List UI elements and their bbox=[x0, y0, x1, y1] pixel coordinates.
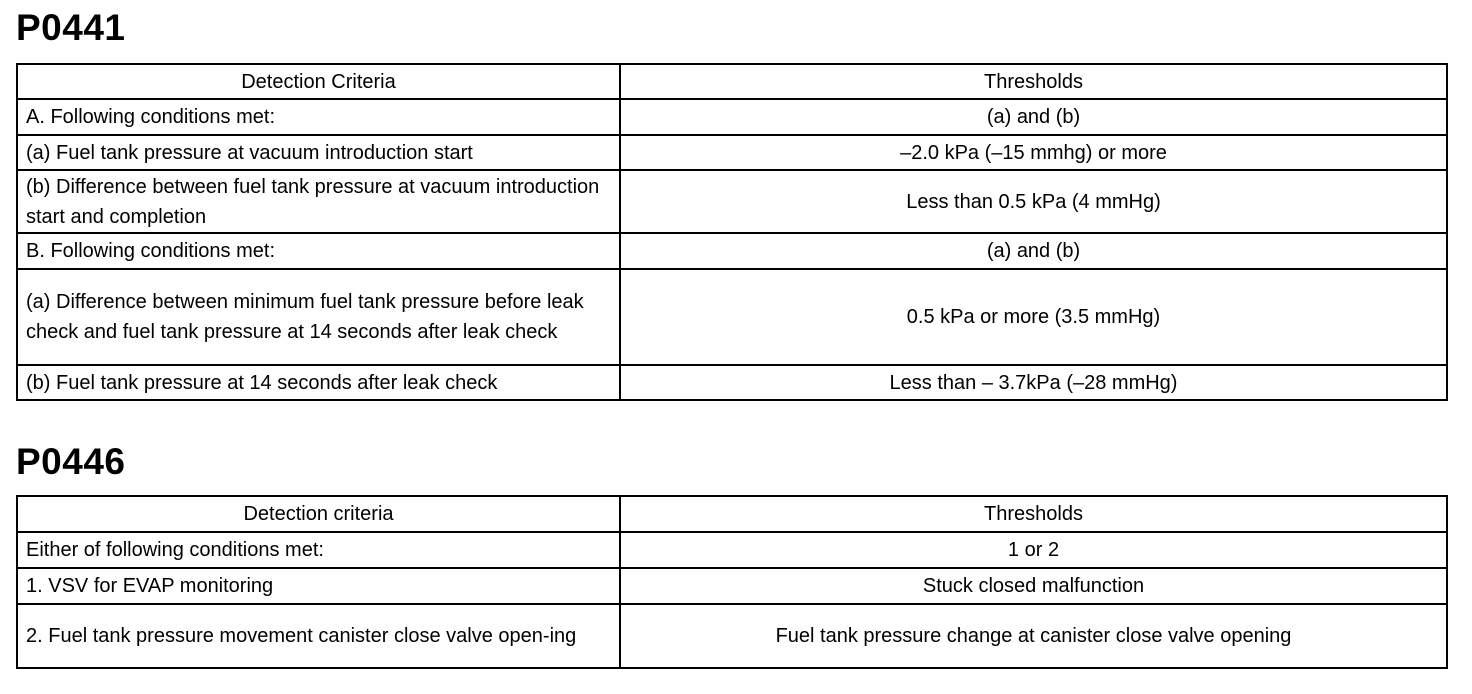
detection-criteria-table bbox=[16, 495, 1448, 669]
threshold-cell: Less than 0.5 kPa (4 mmHg) bbox=[620, 170, 1447, 233]
column-header-criteria: Detection criteria bbox=[17, 496, 620, 532]
table-row bbox=[17, 532, 1447, 568]
threshold-cell: 1 or 2 bbox=[620, 532, 1447, 568]
table-header-row bbox=[17, 496, 1447, 532]
table-row bbox=[17, 269, 1447, 365]
criteria-cell: (a) Fuel tank pressure at vacuum introduction start bbox=[17, 135, 620, 170]
table-row bbox=[17, 99, 1447, 135]
table-row bbox=[17, 568, 1447, 604]
column-header-thresholds: Thresholds bbox=[620, 64, 1447, 99]
threshold-cell: (a) and (b) bbox=[620, 99, 1447, 135]
criteria-cell: 1. VSV for EVAP monitoring bbox=[17, 568, 620, 604]
criteria-cell: B. Following conditions met: bbox=[17, 233, 620, 269]
criteria-cell: Either of following conditions met: bbox=[17, 532, 620, 568]
criteria-cell: (b) Fuel tank pressure at 14 seconds after leak check bbox=[17, 365, 620, 400]
dtc-code-title: P0446 bbox=[16, 441, 126, 482]
table-row bbox=[17, 365, 1447, 400]
threshold-cell: Fuel tank pressure change at canister close valve opening bbox=[620, 604, 1447, 668]
table-row bbox=[17, 233, 1447, 269]
detection-criteria-table bbox=[16, 63, 1448, 401]
table-header-row bbox=[17, 64, 1447, 99]
column-header-thresholds: Thresholds bbox=[620, 496, 1447, 532]
threshold-cell: (a) and (b) bbox=[620, 233, 1447, 269]
threshold-cell: Stuck closed malfunction bbox=[620, 568, 1447, 604]
table-row bbox=[17, 135, 1447, 170]
threshold-cell: –2.0 kPa (–15 mmhg) or more bbox=[620, 135, 1447, 170]
table-row bbox=[17, 604, 1447, 668]
column-header-criteria: Detection Criteria bbox=[17, 64, 620, 99]
threshold-cell: Less than – 3.7kPa (–28 mmHg) bbox=[620, 365, 1447, 400]
criteria-cell: (a) Difference between minimum fuel tank pressure before leak check and fuel tank pressure at 14 seconds after leak check bbox=[17, 269, 620, 365]
table-row bbox=[17, 170, 1447, 233]
criteria-cell: (b) Difference between fuel tank pressure at vacuum introduction start and completion bbox=[17, 170, 620, 233]
threshold-cell: 0.5 kPa or more (3.5 mmHg) bbox=[620, 269, 1447, 365]
criteria-cell: A. Following conditions met: bbox=[17, 99, 620, 135]
criteria-cell: 2. Fuel tank pressure movement canister close valve open-ing bbox=[17, 604, 620, 668]
dtc-code-title: P0441 bbox=[16, 7, 126, 48]
